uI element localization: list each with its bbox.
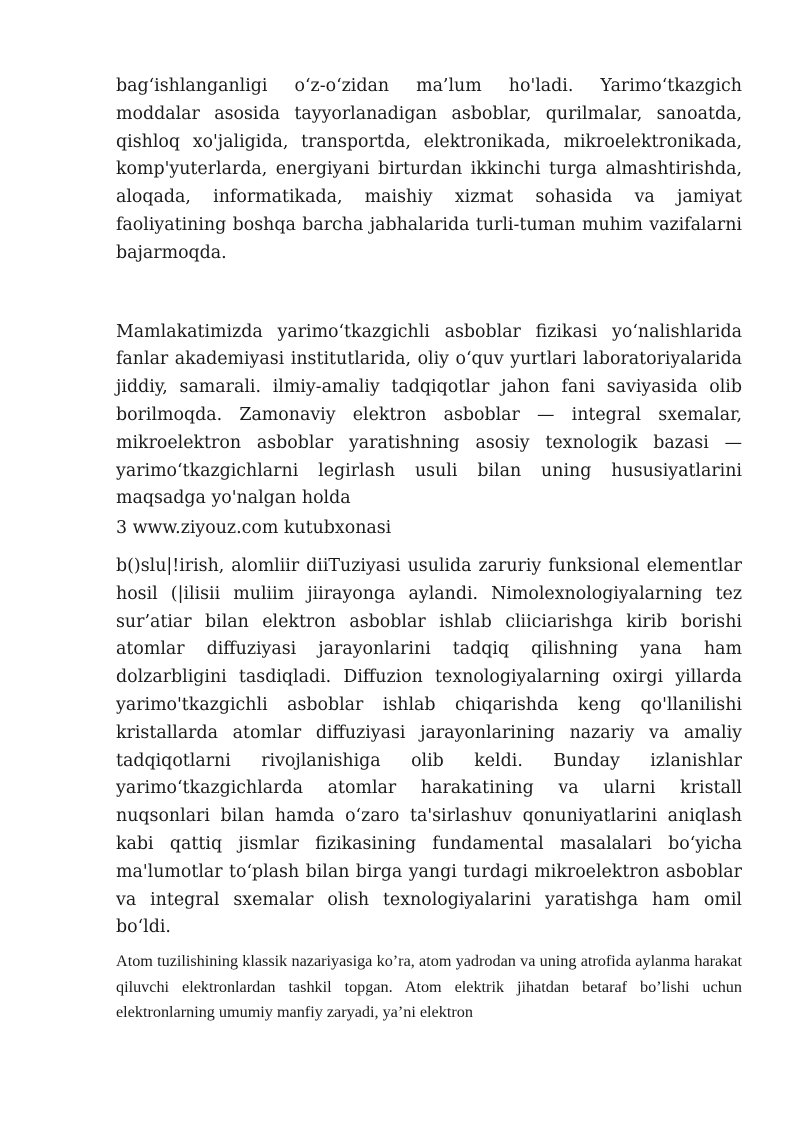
paragraph-diffusion-technology: b()slu|!irish, alomliir diiTuziyasi usulida zaruriy funksional elementlar hosil (|ilisii muliim jiirayonga aylandi. Nimolexnologiyalarning tez sur’atiar bilan elektron asboblar ishlab cliiciarishga kirib borishi atomlar diffuziyasi jarayonlarini tadqiq qilishning yana ham dolzarbligini tasdiqladi. Diffuzion texnologiyalarning oxirgi yillarda yarimo'tkazgichli asboblar ishlab chiqarishda keng qo'llanilishi kristallarda atomlar diffuziyasi jarayonlarining nazariy va amaliy tadqiqotlarni rivojlanishiga olib keldi. Bunday izlanishlar yarimo‘tkazgichlarda atomlar harakatining va ularni kristall nuqsonlari bilan hamda o‘zaro ta'sirlashuv qonuniyatlarini aniqlash kabi qattiq jismlar fizikasining fundamental masalalari bo‘yicha ma'lumotlar to‘plash bilan birga yangi turdagi mikroelektron asboblar va integral sxemalar olish texnologiyalarini yaratishga ham omil bo‘ldi. — [116, 555, 742, 938]
paragraph-atom-theory: Atom tuzilishining klassik nazariyasiga ko’ra, atom yadrodan va uning atrofida aylanma harakat qiluvchi elektronlardan tashkil topgan. Atom elektrik jihatdan betaraf bo’lishi uchun elektronlarning umumiy manfiy zaryadi, ya’ni elektron — [116, 952, 742, 1022]
document-page — [116, 73, 742, 1026]
paragraph-research-overview: Mamlakatimizda yarimo‘tkazgichli asboblar fizikasi yo‘nalishlarida fanlar akademiyasi institutlarida, oliy o‘quv yurtlari laboratoriyalarida jiddiy, samarali. ilmiy-amaliy tadqiqotlar jahon fani saviyasida olib borilmoqda. Zamonaviy elektron asboblar — integral sxemalar, mikroelektron asboblar yaratishning asosiy texnologik bazasi — yarimo‘tkazgichlarni legirlash usuli bilan uning hususiyatlarini maqsadga yo'nalgan holda — [116, 321, 742, 509]
paragraph-intro-continuation: bag‘ishlanganligi o‘z-o‘zidan ma’lum ho'ladi. Yarimo‘tkazgich moddalar asosida tayyorlanadigan asboblar, qurilmalar, sanoatda, qishloq xo'jaligida, transportda, elektronikada, mikroelektronikada, komp'yuterlarda, energiyani birturdan ikkinchi turga almashtirishda, aloqada, informatikada, maishiy xizmat sohasida va jamiyat faoliyatining boshqa barcha jabhalarida turli-tuman muhim vazifalarni bajarmoqda. — [116, 76, 742, 263]
source-footer-line: 3 www.ziyouz.com kutubxonasi — [116, 518, 392, 539]
